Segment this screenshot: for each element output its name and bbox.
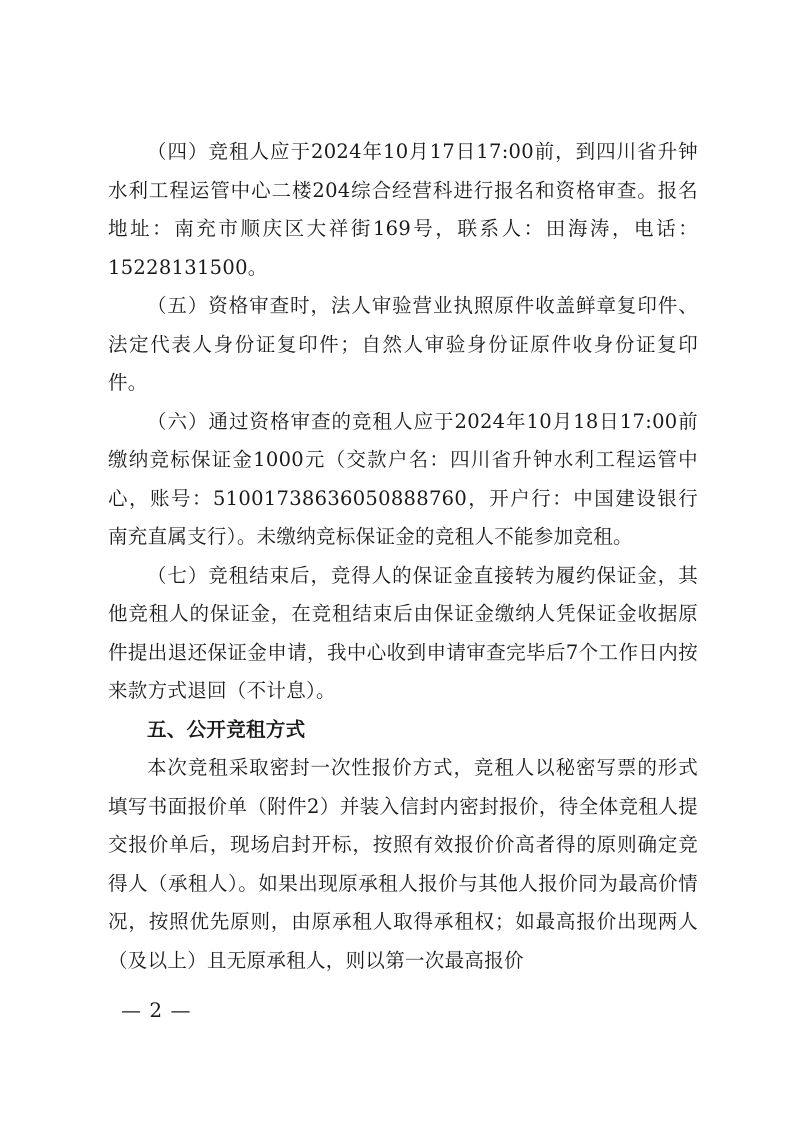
paragraph-five: （五）资格审查时，法人审验营业执照原件收盖鲜章复印件、法定代表人身份证复印件；自然人审验身份证原件收身份证复印件。	[108, 294, 698, 394]
paragraph-seven: （七）竞租结束后，竞得人的保证金直接转为履约保证金，其他竞租人的保证金，在竞租结束后由保证金缴纳人凭保证金收据原件提出退还保证金申请，我中心收到申请审查完毕后7个工作日内按来款方式退回（不计息）。	[108, 563, 698, 702]
body-text	[108, 133, 698, 980]
paragraph-four: （四）竞租人应于2024年10月17日17:00前，到四川省升钟水利工程运管中心二楼204综合经营科进行报名和资格审查。报名地址：南充市顺庆区大祥街169号，联系人：田海涛，电话：15228131500。	[108, 140, 698, 279]
section-heading: 五、公开竞租方式	[147, 717, 306, 741]
paragraph-six: （六）通过资格审查的竞租人应于2024年10月18日17:00前缴纳竞标保证金1000元（交款户名：四川省升钟水利工程运管中心，账号：51001738636050888760，开户行：中国建设银行南充直属支行）。未缴纳竞标保证金的竞租人不能参加竞租。	[108, 409, 698, 548]
section-body: 本次竞租采取密封一次性报价方式，竞租人以秘密写票的形式填写书面报价单（附件2）并装入信封内密封报价，待全体竞租人提交报价单后，现场启封开标，按照有效报价价高者得的原则确定竞得人（承租人）。如果出现原承租人报价与其他人报价同为最高价情况，按照优先原则，由原承租人取得承租权；如最高报价出现两人（及以上）且无原承租人，则以第一次最高报价	[108, 756, 698, 972]
page-number: — 2 —	[121, 998, 192, 1022]
